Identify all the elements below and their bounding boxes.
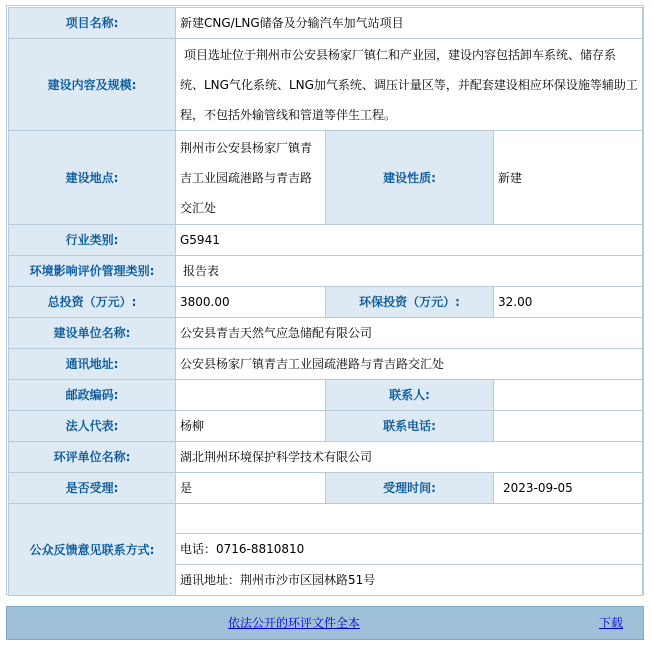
download-link[interactable]: 下载 bbox=[599, 616, 624, 630]
row-accepted bbox=[9, 473, 643, 504]
legal-rep-value: 杨柳 bbox=[176, 411, 326, 442]
industry-value: G5941 bbox=[176, 225, 643, 256]
eia-category-value: 报告表 bbox=[176, 256, 643, 287]
feedback-address: 通讯地址：荆州市沙市区园林路51号 bbox=[176, 565, 643, 596]
builder-label: 建设单位名称: bbox=[9, 318, 176, 349]
nature-label: 建设性质: bbox=[326, 131, 494, 225]
total-investment-label: 总投资（万元）: bbox=[9, 287, 176, 318]
feedback-label: 公众反馈意见联系方式: bbox=[9, 504, 176, 596]
env-investment-value: 32.00 bbox=[494, 287, 643, 318]
row-industry bbox=[9, 225, 643, 256]
content-scale-label: 建设内容及规模: bbox=[9, 39, 176, 131]
row-eia-unit bbox=[9, 442, 643, 473]
row-legal-rep bbox=[9, 411, 643, 442]
contact-value bbox=[494, 380, 643, 411]
feedback-phone: 电话：0716-8810810 bbox=[176, 534, 643, 565]
row-content-scale bbox=[9, 39, 643, 131]
row-eia-category bbox=[9, 256, 643, 287]
accepted-value: 是 bbox=[176, 473, 326, 504]
feedback-line1 bbox=[176, 504, 643, 534]
accept-time-label: 受理时间: bbox=[326, 473, 494, 504]
row-feedback-1 bbox=[9, 504, 643, 534]
full-text-link[interactable]: 依法公开的环评文件全本 bbox=[228, 616, 361, 630]
row-address bbox=[9, 349, 643, 380]
address-value: 公安县杨家厂镇青吉工业园疏港路与青吉路交汇处 bbox=[176, 349, 643, 380]
row-project-name bbox=[9, 8, 643, 39]
legal-rep-label: 法人代表: bbox=[9, 411, 176, 442]
project-name-value: 新建CNG/LNG储备及分输汽车加气站项目 bbox=[176, 8, 643, 39]
project-info-table bbox=[8, 7, 643, 596]
env-investment-label: 环保投资（万元）: bbox=[326, 287, 494, 318]
address-label: 通讯地址: bbox=[9, 349, 176, 380]
builder-value: 公安县青吉天然气应急储配有限公司 bbox=[176, 318, 643, 349]
row-location bbox=[9, 131, 643, 225]
footer-bar bbox=[6, 606, 644, 640]
accept-time-value: 2023-09-05 bbox=[494, 473, 643, 504]
accepted-label: 是否受理: bbox=[9, 473, 176, 504]
postcode-value bbox=[176, 380, 326, 411]
industry-label: 行业类别: bbox=[9, 225, 176, 256]
location-label: 建设地点: bbox=[9, 131, 176, 225]
content-scale-value: 项目选址位于荆州市公安县杨家厂镇仁和产业园，建设内容包括卸车系统、储存系统、LNG气化系统、LNG加气系统、调压计量区等，并配套建设相应环保设施等辅助工程，不包括外输管线和管道等伴生工程。 bbox=[176, 39, 643, 131]
eia-category-label: 环境影响评价管理类别: bbox=[9, 256, 176, 287]
phone-label: 联系电话: bbox=[326, 411, 494, 442]
total-investment-value: 3800.00 bbox=[176, 287, 326, 318]
location-value: 荆州市公安县杨家厂镇青吉工业园疏港路与青吉路交汇处 bbox=[176, 131, 326, 225]
eia-unit-value: 湖北荆州环境保护科学技术有限公司 bbox=[176, 442, 643, 473]
row-postcode bbox=[9, 380, 643, 411]
eia-unit-label: 环评单位名称: bbox=[9, 442, 176, 473]
row-investment bbox=[9, 287, 643, 318]
project-name-label: 项目名称: bbox=[9, 8, 176, 39]
contact-label: 联系人: bbox=[326, 380, 494, 411]
row-builder bbox=[9, 318, 643, 349]
phone-value bbox=[494, 411, 643, 442]
postcode-label: 邮政编码: bbox=[9, 380, 176, 411]
nature-value: 新建 bbox=[494, 131, 643, 225]
